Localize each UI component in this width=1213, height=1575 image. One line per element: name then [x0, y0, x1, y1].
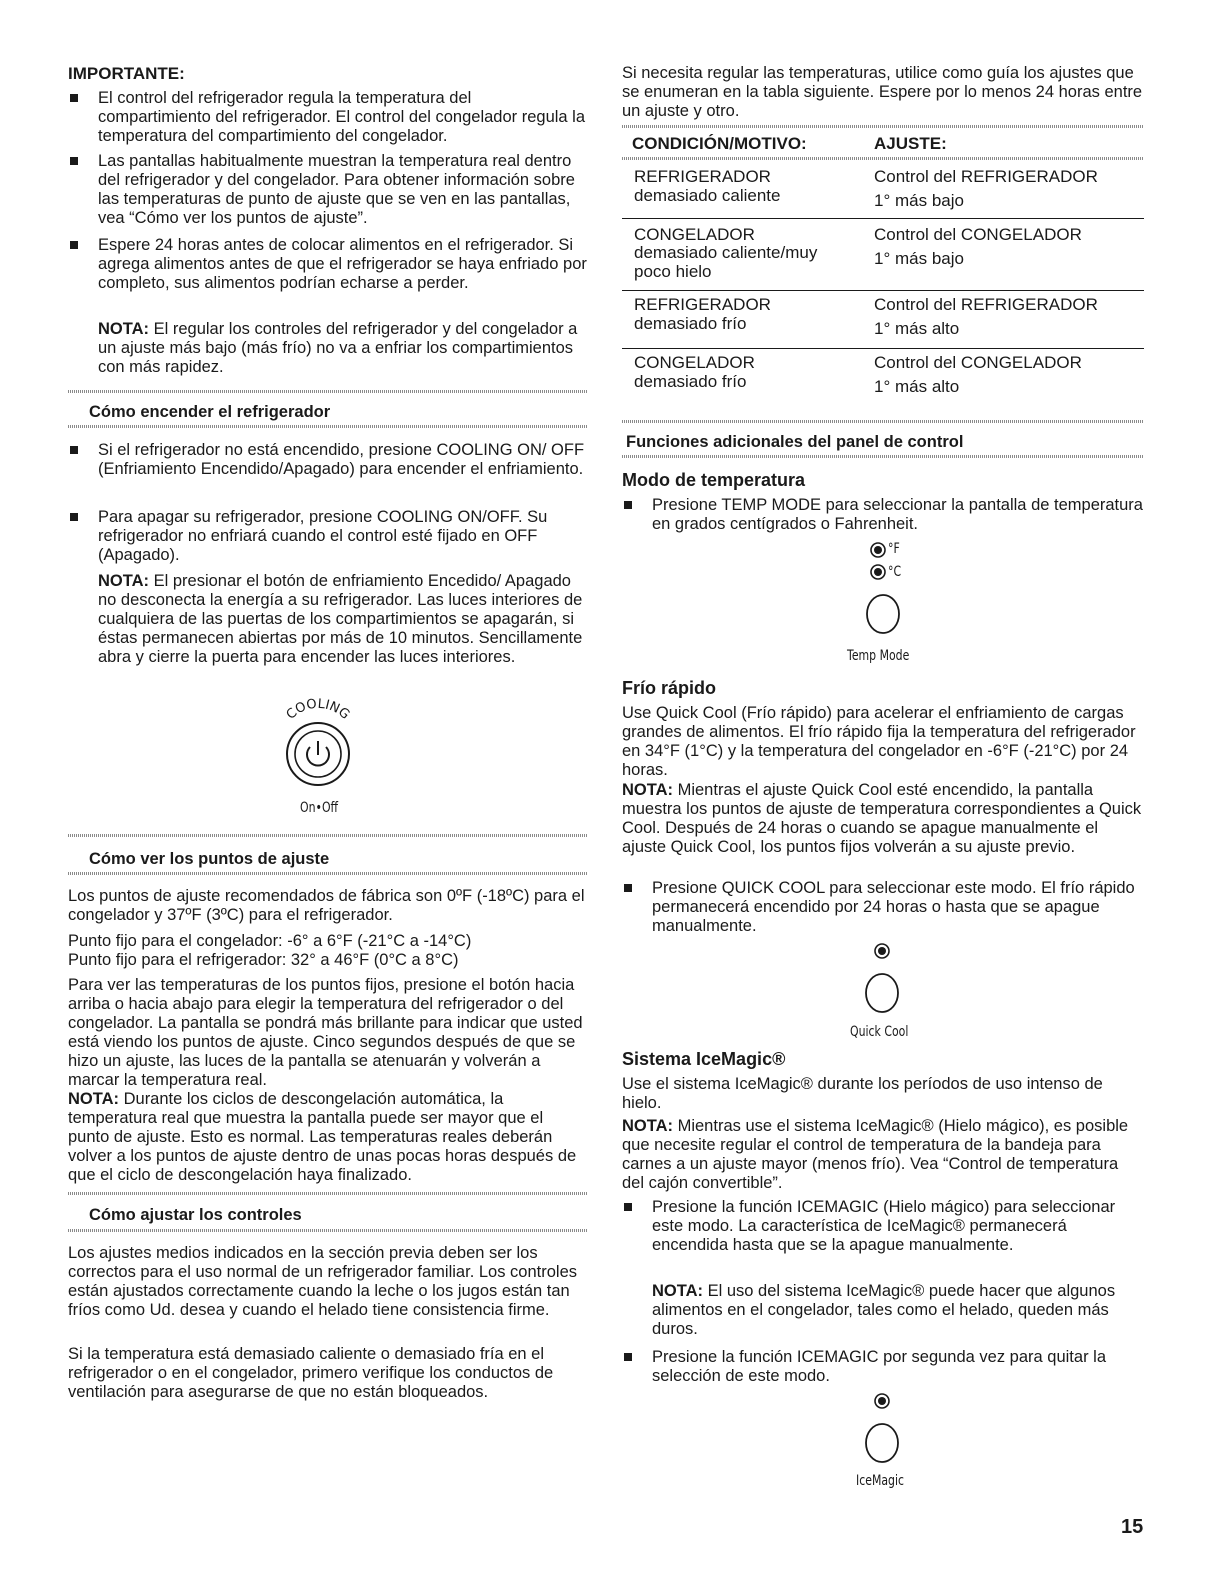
- list-item-text: Presione la función ICEMAGIC (Hielo mágico) para seleccionar este modo. La característica de IceMagic® permanecerá encendida hasta que se la apague manualmente.: [652, 1198, 1116, 1254]
- list-item-text: Espere 24 horas antes de colocar alimentos en el refrigerador. Si agrega alimentos antes de que el refrigerador se haya enfriado por completo, sus alimentos podrían echarse a perder.: [98, 236, 587, 292]
- table-cell: REFRIGERADOR: [634, 295, 771, 314]
- temp-mode-caption: Temp Mode: [847, 648, 910, 664]
- nota-paragraph: [98, 572, 588, 667]
- nota-text: El uso del sistema IceMagic® puede hacer que algunos alimentos en el congelador, tales como el helado, queden más duros.: [652, 1282, 1116, 1338]
- table-rule: [622, 218, 1144, 219]
- section-title-encender: Cómo encender el refrigerador: [89, 403, 331, 421]
- divider: [622, 125, 1144, 128]
- temp-mode-button-icon: [866, 538, 906, 642]
- nota-paragraph: [68, 1090, 588, 1185]
- list-item-text: Presione TEMP MODE para seleccionar la pantalla de temperatura en grados centígrados o Fahrenheit.: [652, 496, 1143, 533]
- divider: [622, 455, 1144, 458]
- intro-paragraph: Si necesita regular las temperaturas, utilice como guía los ajustes que se enumeran en la tabla siguiente. Espere por lo menos 24 horas entre un ajuste y otro.: [622, 64, 1143, 120]
- table-cell: CONGELADOR: [634, 353, 755, 372]
- table-cell: Control del REFRIGERADOR: [874, 295, 1098, 314]
- table-cell: demasiado caliente: [634, 186, 781, 205]
- celsius-label: °C: [888, 564, 902, 580]
- list-item: [68, 441, 588, 479]
- table-cell: 1° más alto: [874, 377, 960, 396]
- modo-temperatura-title: Modo de temperatura: [622, 470, 806, 490]
- paragraph: Use Quick Cool (Frío rápido) para acelerar el enfriamiento de cargas grandes de alimentos. El frío rápido fija la temperatura del refrigerador en 34°F (1°C) y la temperatura del congelador en -6°F (-21°C) por 24 horas.: [622, 704, 1136, 779]
- table-header-condicion: CONDICIÓN/MOTIVO:: [632, 134, 807, 153]
- table-cell: demasiado caliente/muy: [634, 243, 818, 262]
- nota-label: NOTA:: [622, 781, 674, 799]
- table-cell: Control del CONGELADOR: [874, 225, 1082, 244]
- divider: [622, 420, 1144, 423]
- nota-paragraph: [98, 320, 588, 377]
- list-item-text: Para apagar su refrigerador, presione COOLING ON/OFF. Su refrigerador no enfriará cuando el control esté fijado en OFF (Apagado).: [98, 508, 548, 564]
- section-title-ajustar: Cómo ajustar los controles: [89, 1206, 302, 1224]
- list-item: [622, 1348, 1144, 1386]
- quick-cool-caption: Quick Cool: [850, 1024, 909, 1040]
- nota-paragraph: [652, 1282, 1144, 1339]
- list-item-text: El control del refrigerador regula la temperatura del compartimiento del refrigerador. El control del congelador regula la temperatura del compartimiento del congelador.: [98, 89, 586, 145]
- frio-rapido-title: Frío rápido: [622, 678, 716, 698]
- list-item-text: Las pantallas habitualmente muestran la temperatura real dentro del refrigerador y del congelador. Para obtener información sobre las temperaturas de punto de ajuste que se ven en las pantallas, vea “Cómo ver los puntos de ajuste”.: [98, 152, 575, 227]
- list-item: [622, 879, 1144, 936]
- table-cell: demasiado frío: [634, 372, 747, 391]
- nota-text: El regular los controles del refrigerador y del congelador a un ajuste más bajo (más frío) no va a enfriar los compartimientos con más rapidez.: [98, 320, 578, 376]
- table-header-ajuste: AJUSTE:: [874, 134, 947, 153]
- nota-text: Mientras el ajuste Quick Cool esté encendido, la pantalla muestra los puntos de ajuste de temperatura correspondientes a Quick Cool. Después de 24 horas o cuando se apague manualmente el ajuste Quick Cool, los puntos fijos volverán a su ajuste previo.: [622, 781, 1142, 856]
- table-cell: Control del CONGELADOR: [874, 353, 1082, 372]
- paragraph: Para ver las temperaturas de los puntos fijos, presione el botón hacia arriba o hacia abajo para elegir la temperatura del refrigerador o del congelador. La pantalla se pondrá más brillante para indicar que usted está viendo los puntos de ajuste. Cinco segundos después de que se hizo un ajuste, las luces de la pantalla se atenuarán y volverán a marcar la temperatura real.: [68, 976, 583, 1089]
- nota-label: NOTA:: [98, 320, 150, 338]
- list-item: [68, 508, 588, 565]
- paragraph: Si la temperatura está demasiado caliente o demasiado fría en el refrigerador o en el congelador, primero verifique los conductos de ventilación para asegurarse de que no están bloqueados.: [68, 1345, 554, 1401]
- divider: [68, 1229, 588, 1232]
- table-cell: REFRIGERADOR: [634, 167, 771, 186]
- nota-label: NOTA:: [652, 1282, 704, 1300]
- paragraph: Punto fijo para el congelador: -6° a 6°F (-21°C a -14°C): [68, 932, 472, 950]
- table-rule: [622, 290, 1144, 291]
- table-cell: poco hielo: [634, 262, 712, 281]
- icemagic-caption: IceMagic: [856, 1473, 905, 1489]
- fahrenheit-label: °F: [888, 541, 900, 557]
- table-cell: Control del REFRIGERADOR: [874, 167, 1098, 186]
- list-item: [622, 496, 1144, 534]
- divider: [68, 1192, 588, 1195]
- icemagic-button-icon: [862, 1390, 902, 1470]
- nota-paragraph: [622, 1117, 1144, 1193]
- nota-text: El presionar el botón de enfriamiento Encedido/ Apagado no desconecta la energía a su refrigerador. Las luces interiores de cualquiera de las puertas de los compartimientos se apagarán, si éstas permanecen abiertas por más de 10 minutos. Sencillamente abra y cierre la puerta para encender las luces interiores.: [98, 572, 583, 666]
- list-item-text: Presione la función ICEMAGIC por segunda vez para quitar la selección de este modo.: [652, 1348, 1106, 1385]
- quick-cool-button-icon: [862, 940, 902, 1020]
- section-title-funciones: Funciones adicionales del panel de control: [626, 433, 964, 451]
- page-number: 15: [1121, 1516, 1144, 1538]
- divider: [68, 425, 588, 428]
- importante-heading: IMPORTANTE:: [68, 64, 185, 83]
- list-item: [622, 1198, 1144, 1255]
- list-item-text: Presione QUICK COOL para seleccionar este modo. El frío rápido permanecerá encendido por 24 horas o hasta que se apague manualmente.: [652, 879, 1135, 935]
- table-cell: 1° más bajo: [874, 249, 964, 268]
- list-item-text: Si el refrigerador no está encendido, presione COOLING ON/ OFF (Enfriamiento Encendido/Apagado) para encender el enfriamiento.: [98, 441, 585, 478]
- divider: [68, 834, 588, 837]
- table-cell: demasiado frío: [634, 314, 747, 333]
- cooling-arc-label: COOLING: [283, 696, 353, 723]
- section-title-ver-puntos: Cómo ver los puntos de ajuste: [89, 850, 330, 868]
- nota-label: NOTA:: [98, 572, 150, 590]
- table-rule: [622, 348, 1144, 349]
- table-cell: 1° más alto: [874, 319, 960, 338]
- divider: [68, 872, 588, 875]
- paragraph: Los ajustes medios indicados en la sección previa deben ser los correctos para el uso normal de un refrigerador familiar. Los controles están ajustados correctamente cuando la leche o los jugos están tan fríos como Ud. desea y cuando el helado tiene consistencia firme.: [68, 1244, 577, 1319]
- nota-paragraph: [622, 781, 1144, 857]
- table-cell: CONGELADOR: [634, 225, 755, 244]
- list-item: [68, 236, 588, 293]
- divider: [622, 157, 1144, 160]
- list-item: [68, 89, 588, 146]
- paragraph: Use el sistema IceMagic® durante los períodos de uso intenso de hielo.: [622, 1075, 1103, 1112]
- paragraph: Los puntos de ajuste recomendados de fábrica son 0ºF (-18ºC) para el congelador y 37ºF (3ºC) para el refrigerador.: [68, 887, 585, 924]
- on-off-caption: On•Off: [300, 800, 339, 816]
- paragraph: Punto fijo para el refrigerador: 32° a 46°F (0°C a 8°C): [68, 951, 459, 969]
- list-item: [68, 152, 588, 228]
- icemagic-title: Sistema IceMagic®: [622, 1049, 786, 1069]
- table-cell: 1° más bajo: [874, 191, 964, 210]
- nota-text: Durante los ciclos de descongelación automática, la temperatura real que muestra la pantalla puede ser mayor que el punto de ajuste. Esto es normal. Las temperaturas reales deberán volver a los puntos de ajuste dentro de unas pocas horas después de que el ciclo de descongelación haya finalizado.: [68, 1090, 577, 1184]
- nota-text: Mientras use el sistema IceMagic® (Hielo mágico), es posible que necesite regular el control de temperatura de la bandeja para carnes a un ajuste mayor (menos frío). Vea “Control de temperatura del cajón convertible”.: [622, 1117, 1129, 1192]
- divider: [68, 390, 588, 393]
- nota-label: NOTA:: [68, 1090, 120, 1108]
- nota-label: NOTA:: [622, 1117, 674, 1135]
